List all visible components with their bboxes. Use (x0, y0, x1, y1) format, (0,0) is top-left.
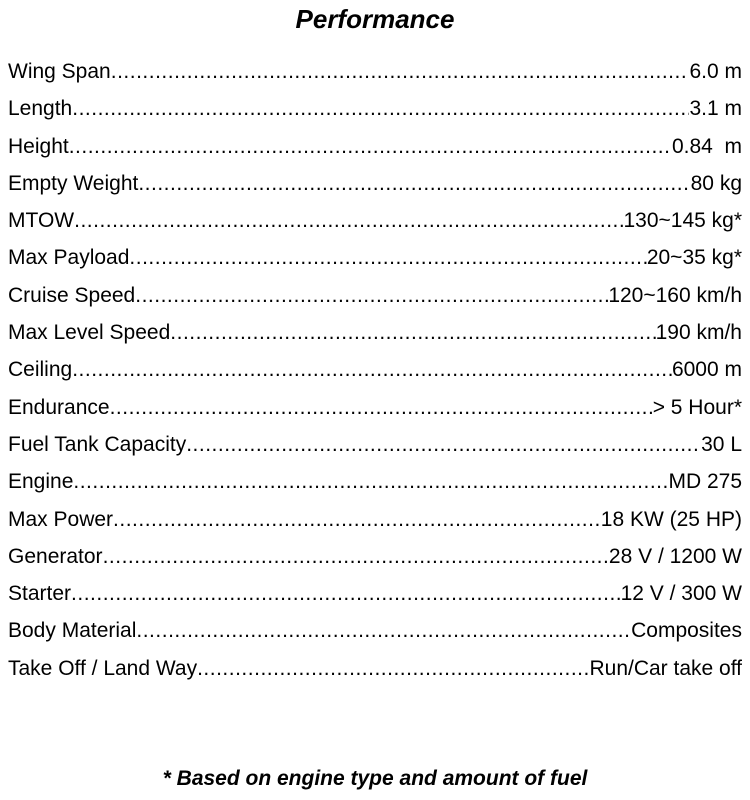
spec-value: 0.84 m (671, 134, 742, 158)
spec-label: Ceiling (8, 358, 73, 382)
spec-value: 190 km/h (655, 321, 742, 345)
spec-label: Max Power (8, 507, 114, 531)
dot-leader (138, 165, 690, 202)
dot-leader (74, 202, 623, 239)
spec-value: 80 kg (690, 171, 742, 195)
spec-row-cruise-speed (8, 277, 742, 314)
spec-label: Max Level Speed (8, 321, 171, 345)
dot-leader (170, 314, 655, 351)
spec-row-take-off-land-way (8, 650, 742, 687)
spec-row-body-material (8, 612, 742, 649)
spec-label: Cruise Speed (8, 283, 136, 307)
spec-value: 6000 m (671, 358, 742, 382)
spec-row-length (8, 90, 742, 127)
dot-leader (135, 277, 608, 314)
dot-leader (72, 351, 672, 388)
dot-leader (73, 463, 668, 500)
dot-leader (113, 501, 601, 538)
spec-row-fuel-tank-capacity (8, 426, 742, 463)
spec-label: Take Off / Land Way (8, 656, 198, 680)
spec-label: Engine (8, 470, 74, 494)
spec-row-engine (8, 463, 742, 500)
spec-label: MTOW (8, 209, 75, 233)
spec-label: Generator (8, 544, 103, 568)
spec-row-generator (8, 538, 742, 575)
spec-value: Composites (631, 619, 742, 643)
spec-label: Height (8, 134, 69, 158)
spec-label: Empty Weight (8, 171, 139, 195)
page-title: Performance (295, 4, 455, 34)
dot-leader (103, 538, 609, 575)
dot-leader (110, 389, 653, 426)
spec-label: Endurance (8, 395, 110, 419)
spec-row-starter (8, 575, 742, 612)
spec-row-max-power (8, 501, 742, 538)
spec-row-ceiling (8, 351, 742, 388)
footnote: * Based on engine type and amount of fuel (162, 767, 588, 790)
spec-label: Wing Span (8, 60, 111, 83)
spec-list (8, 53, 742, 687)
spec-value: 28 V / 1200 W (608, 544, 742, 568)
spec-value: 20~35 kg* (646, 246, 742, 270)
spec-value: 12 V / 300 W (620, 582, 742, 606)
spec-label: Length (8, 97, 73, 121)
dot-leader (136, 612, 631, 649)
spec-row-max-payload (8, 239, 742, 276)
spec-value: MD 275 (668, 470, 742, 494)
dot-leader (71, 575, 621, 612)
dot-leader (129, 239, 646, 276)
spec-value: Run/Car take off (589, 656, 742, 680)
dot-leader (111, 53, 690, 90)
spec-label: Fuel Tank Capacity (8, 432, 187, 456)
dot-leader (72, 90, 689, 127)
spec-label: Body Material (8, 619, 137, 643)
dot-leader (69, 128, 672, 165)
spec-row-height (8, 128, 742, 165)
spec-row-endurance (8, 389, 742, 426)
dot-leader (186, 426, 701, 463)
spec-value: 30 L (701, 432, 742, 456)
spec-value: 18 KW (25 HP) (600, 507, 742, 531)
spec-row-max-level-speed (8, 314, 742, 351)
spec-value: 3.1 m (689, 97, 742, 121)
spec-row-empty-weight (8, 165, 742, 202)
spec-value: > 5 Hour* (652, 395, 742, 419)
dot-leader (197, 650, 589, 687)
spec-value: 120~160 km/h (608, 283, 742, 307)
spec-row-mtow (8, 202, 742, 239)
spec-label: Starter (8, 582, 72, 606)
spec-label: Max Payload (8, 246, 130, 270)
spec-row-wing-span (8, 53, 742, 90)
spec-value: 130~145 kg* (623, 209, 742, 233)
spec-value: 6.0 m (689, 60, 742, 83)
